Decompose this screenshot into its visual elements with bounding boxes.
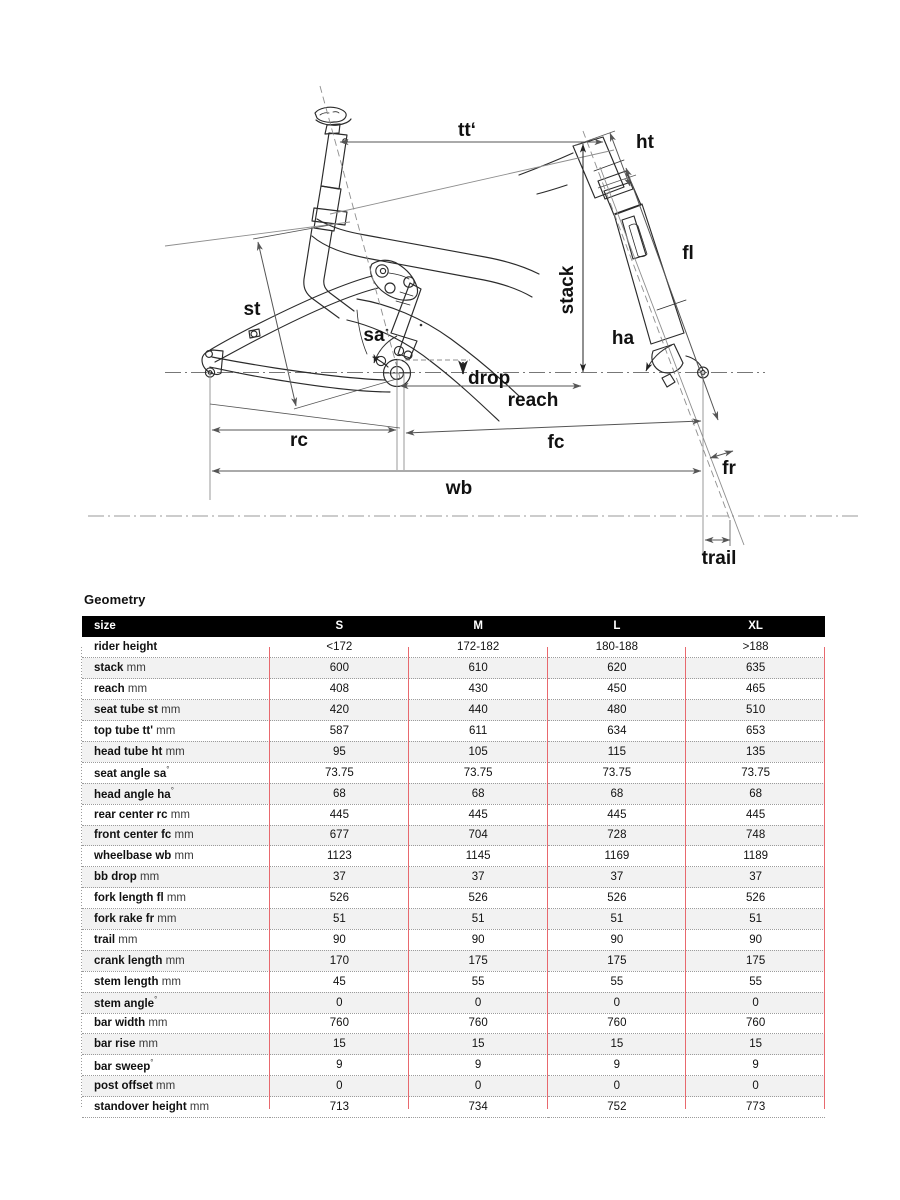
column-divider-s bbox=[269, 647, 270, 1109]
degree-symbol: ° bbox=[166, 765, 170, 775]
row-label-text: seat angle sa bbox=[94, 768, 167, 781]
row-unit: mm bbox=[157, 913, 177, 926]
cell-value: 734 bbox=[409, 1097, 548, 1118]
row-unit: mm bbox=[118, 933, 138, 946]
dropout-bolt-upper bbox=[206, 351, 213, 358]
row-unit: mm bbox=[156, 725, 176, 737]
cell-value: 0 bbox=[270, 992, 409, 1013]
cell-value: 611 bbox=[409, 721, 548, 742]
cell-value: 73.75 bbox=[270, 762, 409, 783]
cell-value: <172 bbox=[270, 637, 409, 658]
st-ext-bot bbox=[294, 378, 400, 409]
rear-shock-body bbox=[391, 283, 421, 337]
table-row bbox=[82, 679, 825, 700]
cell-value: 9 bbox=[686, 1055, 825, 1076]
column-divider-m bbox=[408, 647, 409, 1109]
cell-value: 445 bbox=[686, 804, 825, 825]
row-unit: mm bbox=[127, 683, 148, 696]
row-label bbox=[82, 637, 270, 658]
cell-value: 55 bbox=[409, 971, 548, 992]
cell-value: 420 bbox=[270, 700, 409, 721]
row-label-text: fork length fl bbox=[94, 892, 164, 905]
table-row bbox=[82, 1097, 825, 1118]
table-row bbox=[82, 804, 825, 825]
table-row bbox=[82, 888, 825, 909]
row-label-text: seat tube st bbox=[94, 704, 158, 717]
row-label bbox=[82, 762, 270, 783]
row-label bbox=[82, 741, 270, 762]
geometry-table bbox=[82, 616, 825, 1118]
cell-value: 526 bbox=[270, 888, 409, 909]
row-label-text: stem length bbox=[94, 975, 159, 988]
diagram-axes bbox=[88, 373, 860, 517]
row-label-text: bar sweep bbox=[94, 1060, 151, 1073]
cell-value: 90 bbox=[270, 929, 409, 950]
tt-reference-line-b bbox=[330, 150, 614, 214]
row-label-text: head angle ha bbox=[94, 789, 171, 802]
row-label bbox=[82, 929, 270, 950]
cell-value: 760 bbox=[409, 1013, 548, 1034]
row-label-text: rider height bbox=[94, 641, 158, 654]
fork-crown bbox=[604, 182, 641, 215]
cell-value: 634 bbox=[548, 721, 687, 742]
cell-value: 172-182 bbox=[409, 637, 548, 658]
table-row bbox=[82, 1055, 825, 1076]
row-label bbox=[82, 1055, 270, 1076]
seat-stay-lower bbox=[215, 288, 378, 362]
row-unit: mm bbox=[148, 1017, 168, 1030]
label-stack: stack bbox=[557, 265, 578, 315]
cell-value: 37 bbox=[548, 867, 687, 888]
row-label bbox=[82, 950, 270, 971]
label-sa: sa bbox=[363, 325, 385, 346]
cell-value: 526 bbox=[548, 888, 687, 909]
geometry-table-title: Geometry bbox=[84, 592, 146, 607]
seat-tube-lower-inner bbox=[324, 231, 354, 311]
cell-value: 9 bbox=[409, 1055, 548, 1076]
cell-value: 587 bbox=[270, 721, 409, 742]
row-label bbox=[82, 679, 270, 700]
tt-headtube-join bbox=[519, 153, 573, 175]
row-unit: mm bbox=[165, 745, 185, 758]
cell-value: 677 bbox=[270, 825, 409, 846]
cell-value: 430 bbox=[409, 679, 548, 700]
dim-fl bbox=[626, 168, 718, 420]
cell-value: 68 bbox=[270, 783, 409, 804]
cell-value: 15 bbox=[686, 1034, 825, 1055]
geometry-table-section bbox=[82, 592, 825, 1118]
cell-value: 526 bbox=[686, 888, 825, 909]
row-label bbox=[82, 1076, 270, 1097]
row-label bbox=[82, 909, 270, 930]
header-size-m: M bbox=[409, 616, 548, 637]
cell-value: 480 bbox=[548, 700, 687, 721]
table-row bbox=[82, 741, 825, 762]
cell-value: 728 bbox=[548, 825, 687, 846]
cell-value: 1169 bbox=[548, 846, 687, 867]
row-label-text: standover height bbox=[94, 1101, 187, 1114]
seat-stay-upper bbox=[210, 276, 372, 350]
dim-st bbox=[258, 242, 296, 406]
row-label-text: reach bbox=[94, 683, 125, 696]
cell-value: 408 bbox=[270, 679, 409, 700]
cell-value: 0 bbox=[409, 992, 548, 1013]
table-row bbox=[82, 950, 825, 971]
row-label bbox=[82, 700, 270, 721]
cell-value: 51 bbox=[270, 909, 409, 930]
row-unit: mm bbox=[155, 1080, 176, 1093]
cell-value: 175 bbox=[686, 950, 825, 971]
cell-value: 760 bbox=[548, 1013, 687, 1034]
label-st: st bbox=[243, 299, 261, 320]
frame-dot-b bbox=[420, 324, 423, 327]
rocker-pivot-upper-bore bbox=[380, 268, 385, 273]
table-row bbox=[82, 971, 825, 992]
cell-value: 635 bbox=[686, 658, 825, 679]
table-left-border bbox=[81, 647, 82, 1109]
table-row bbox=[82, 992, 825, 1013]
row-label bbox=[82, 992, 270, 1013]
row-label-text: front center fc bbox=[94, 829, 172, 842]
label-drop: drop bbox=[468, 368, 511, 389]
row-label bbox=[82, 888, 270, 909]
label-fc: fc bbox=[547, 432, 565, 453]
geometry-diagram-svg bbox=[0, 0, 900, 590]
frame-drawing bbox=[202, 107, 708, 421]
row-label bbox=[82, 721, 270, 742]
row-label-text: bar width bbox=[94, 1017, 146, 1030]
cell-value: 1189 bbox=[686, 846, 825, 867]
label-tt: tt‘ bbox=[458, 120, 476, 141]
table-row bbox=[82, 929, 825, 950]
cell-value: 135 bbox=[686, 741, 825, 762]
label-wb: wb bbox=[445, 478, 473, 499]
header-size: size bbox=[82, 616, 270, 637]
cell-value: 37 bbox=[409, 867, 548, 888]
row-label-text: trail bbox=[94, 933, 116, 946]
head-tube-axis bbox=[583, 131, 730, 520]
cell-value: 1123 bbox=[270, 846, 409, 867]
cell-value: 115 bbox=[548, 741, 687, 762]
dimension-labels bbox=[244, 120, 737, 569]
head-tube bbox=[573, 137, 624, 198]
cell-value: 73.75 bbox=[686, 762, 825, 783]
cell-value: 55 bbox=[686, 971, 825, 992]
row-unit: mm bbox=[161, 975, 181, 988]
cell-value: 445 bbox=[548, 804, 687, 825]
cell-value: 15 bbox=[409, 1034, 548, 1055]
row-label-text: bb drop bbox=[94, 871, 137, 884]
table-header bbox=[82, 616, 825, 637]
table-row bbox=[82, 637, 825, 658]
label-reach: reach bbox=[507, 390, 559, 411]
rocker-pivot-upper bbox=[376, 265, 388, 277]
cell-value: 37 bbox=[270, 867, 409, 888]
cell-value: 175 bbox=[548, 950, 687, 971]
cell-value: >188 bbox=[686, 637, 825, 658]
row-label-text: fork rake fr bbox=[94, 913, 155, 926]
row-label-text: rear center rc bbox=[94, 808, 168, 821]
cell-value: 73.75 bbox=[548, 762, 687, 783]
row-unit: mm bbox=[165, 954, 185, 967]
ht-ext-top bbox=[573, 131, 615, 146]
row-label bbox=[82, 658, 270, 679]
geometry-diagram bbox=[0, 0, 900, 590]
cell-value: 68 bbox=[548, 783, 687, 804]
label-ha: ha bbox=[611, 328, 635, 349]
st-ext-top bbox=[253, 225, 330, 239]
cell-value: 0 bbox=[270, 1076, 409, 1097]
cell-value: 95 bbox=[270, 741, 409, 762]
cell-value: 0 bbox=[548, 1076, 687, 1097]
cell-value: 175 bbox=[409, 950, 548, 971]
table-row bbox=[82, 658, 825, 679]
row-label bbox=[82, 867, 270, 888]
row-label-text: wheelbase wb bbox=[94, 850, 172, 863]
saddle-detail bbox=[320, 112, 339, 115]
label-rc: rc bbox=[290, 430, 308, 451]
row-label bbox=[82, 846, 270, 867]
cell-value: 73.75 bbox=[409, 762, 548, 783]
front-dropout bbox=[652, 344, 683, 373]
cell-value: 0 bbox=[548, 992, 687, 1013]
cell-value: 526 bbox=[409, 888, 548, 909]
cell-value: 170 bbox=[270, 950, 409, 971]
dim-fr bbox=[710, 451, 733, 458]
table-row bbox=[82, 783, 825, 804]
cell-value: 90 bbox=[409, 929, 548, 950]
label-fr: fr bbox=[722, 458, 736, 479]
cell-value: 465 bbox=[686, 679, 825, 700]
row-label bbox=[82, 1013, 270, 1034]
table-row bbox=[82, 1013, 825, 1034]
cell-value: 51 bbox=[686, 909, 825, 930]
fork-arch-detail bbox=[622, 216, 646, 259]
table-container bbox=[82, 616, 825, 1118]
row-label-text: head tube ht bbox=[94, 745, 163, 758]
cell-value: 610 bbox=[409, 658, 548, 679]
table-row bbox=[82, 867, 825, 888]
cell-value: 748 bbox=[686, 825, 825, 846]
table-row bbox=[82, 909, 825, 930]
tt-join-lower bbox=[537, 185, 567, 194]
cell-value: 440 bbox=[409, 700, 548, 721]
row-unit: mm bbox=[170, 808, 190, 821]
cell-value: 445 bbox=[270, 804, 409, 825]
row-unit: mm bbox=[138, 1038, 158, 1051]
cell-value: 180-188 bbox=[548, 637, 687, 658]
table-right-border bbox=[824, 647, 825, 1109]
fc-ext bbox=[210, 404, 400, 428]
cell-value: 445 bbox=[409, 804, 548, 825]
row-unit: mm bbox=[140, 871, 160, 884]
label-trail: trail bbox=[701, 548, 737, 569]
row-label-text: bar rise bbox=[94, 1038, 136, 1051]
table-row bbox=[82, 1034, 825, 1055]
cell-value: 9 bbox=[548, 1055, 687, 1076]
row-unit: mm bbox=[166, 892, 187, 905]
cell-value: 0 bbox=[686, 1076, 825, 1097]
seat-tube-lower bbox=[304, 228, 339, 318]
cell-value: 752 bbox=[548, 1097, 687, 1118]
table-row bbox=[82, 846, 825, 867]
row-unit: mm bbox=[126, 662, 146, 675]
column-divider-l bbox=[547, 647, 548, 1109]
chain-stay-upper bbox=[212, 357, 385, 380]
header-size-s: S bbox=[270, 616, 409, 637]
cell-value: 15 bbox=[548, 1034, 687, 1055]
row-unit: mm bbox=[174, 829, 194, 842]
cell-value: 9 bbox=[270, 1055, 409, 1076]
cell-value: 620 bbox=[548, 658, 687, 679]
headtube-seam bbox=[594, 160, 624, 171]
row-label bbox=[82, 804, 270, 825]
stay-pivot-small bbox=[251, 331, 257, 337]
row-unit: mm bbox=[174, 850, 194, 863]
cell-value: 90 bbox=[548, 929, 687, 950]
cell-value: 90 bbox=[686, 929, 825, 950]
cell-value: 1145 bbox=[409, 846, 548, 867]
cell-value: 600 bbox=[270, 658, 409, 679]
table-body bbox=[82, 637, 825, 1117]
row-label-text: stem angle bbox=[94, 998, 155, 1010]
cell-value: 713 bbox=[270, 1097, 409, 1118]
top-tube-upper bbox=[317, 219, 539, 274]
cell-value: 760 bbox=[270, 1013, 409, 1034]
table-header-row bbox=[82, 616, 825, 637]
label-fl: fl bbox=[682, 243, 694, 264]
table-row bbox=[82, 700, 825, 721]
chain-stay-lower bbox=[210, 367, 390, 392]
column-divider-xl bbox=[685, 647, 686, 1109]
cell-value: 15 bbox=[270, 1034, 409, 1055]
saddle-shape bbox=[315, 107, 346, 122]
cell-value: 51 bbox=[548, 909, 687, 930]
degree-symbol: ° bbox=[170, 786, 174, 796]
cell-value: 773 bbox=[686, 1097, 825, 1118]
degree-symbol: ° bbox=[150, 1057, 154, 1067]
row-label bbox=[82, 971, 270, 992]
fork-leg-seam bbox=[657, 300, 686, 310]
label-ht: ht bbox=[636, 132, 654, 153]
cell-value: 68 bbox=[409, 783, 548, 804]
row-label bbox=[82, 825, 270, 846]
cell-value: 450 bbox=[548, 679, 687, 700]
dropout-tab bbox=[662, 374, 675, 387]
cell-value: 37 bbox=[686, 867, 825, 888]
row-label bbox=[82, 1097, 270, 1118]
cell-value: 0 bbox=[409, 1076, 548, 1097]
table-row bbox=[82, 825, 825, 846]
row-label bbox=[82, 783, 270, 804]
cell-value: 510 bbox=[686, 700, 825, 721]
fork-lower-leg bbox=[614, 204, 684, 344]
header-size-xl: XL bbox=[686, 616, 825, 637]
row-unit: mm bbox=[189, 1101, 210, 1114]
cell-value: 45 bbox=[270, 971, 409, 992]
cell-value: 68 bbox=[686, 783, 825, 804]
table-row bbox=[82, 762, 825, 783]
fork-offset-axis bbox=[600, 167, 744, 545]
rocker-pivot-lower bbox=[385, 283, 395, 293]
row-label bbox=[82, 1034, 270, 1055]
cell-value: 653 bbox=[686, 721, 825, 742]
row-label-text: crank length bbox=[94, 954, 163, 967]
table-row bbox=[82, 721, 825, 742]
cell-value: 760 bbox=[686, 1013, 825, 1034]
cell-value: 55 bbox=[548, 971, 687, 992]
tt-reference-line bbox=[165, 222, 350, 246]
cell-value: 51 bbox=[409, 909, 548, 930]
cell-value: 704 bbox=[409, 825, 548, 846]
row-label-text: top tube tt' bbox=[94, 725, 153, 737]
table-row bbox=[82, 1076, 825, 1097]
row-label-text: stack bbox=[94, 662, 124, 675]
cell-value: 0 bbox=[686, 992, 825, 1013]
degree-symbol: ° bbox=[154, 995, 158, 1005]
header-size-l: L bbox=[548, 616, 687, 637]
row-unit: mm bbox=[161, 704, 181, 717]
cell-value: 105 bbox=[409, 741, 548, 762]
row-label-text: post offset bbox=[94, 1080, 153, 1093]
